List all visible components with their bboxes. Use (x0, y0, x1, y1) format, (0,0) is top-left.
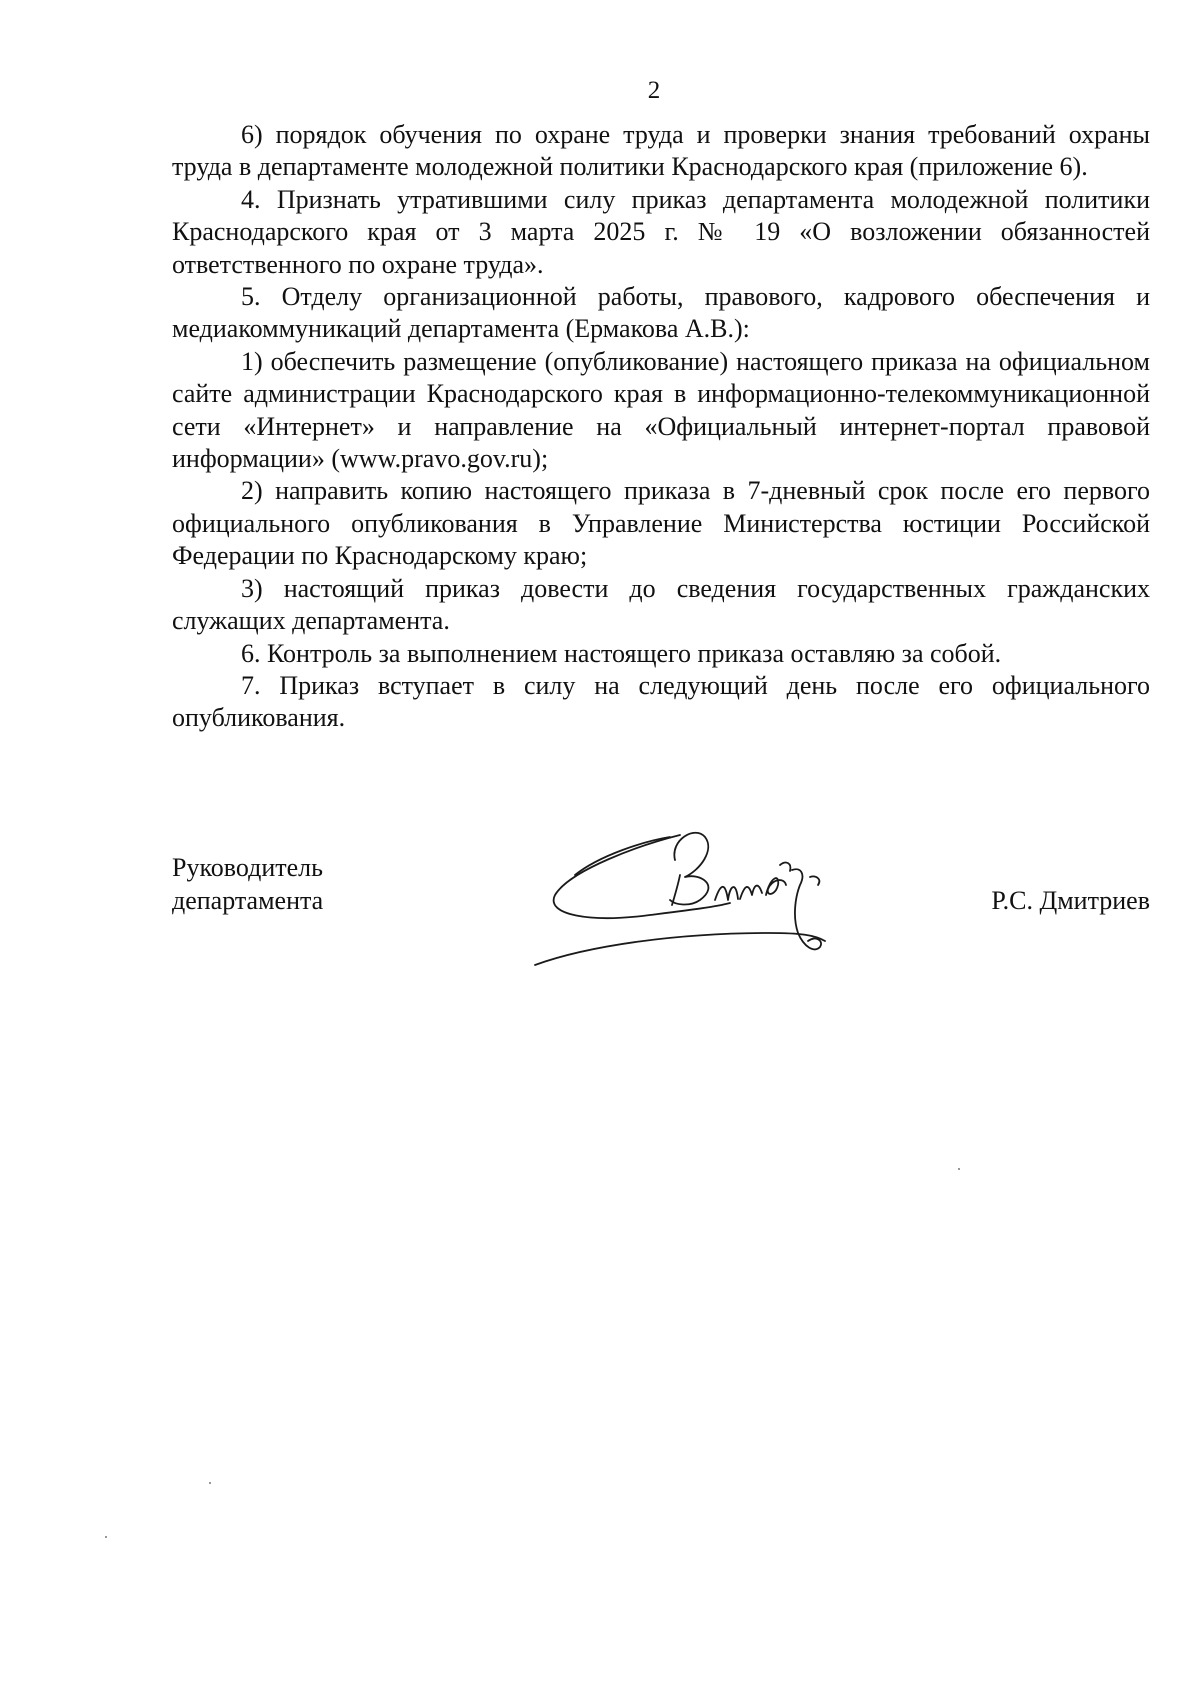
page-number: 2 (647, 77, 661, 104)
paragraph-item-6: 6) порядок обучения по охране труда и проверки знания требований охраны труда в департаменте молодежной политики Краснодарского края (приложение 6). (172, 120, 1150, 182)
signatory-title (172, 851, 323, 917)
signatory-name: Р.С. Дмитриев (991, 886, 1150, 915)
signatory-title-line1: Руководитель (172, 853, 323, 882)
signatory-title-line2: департамента (172, 886, 324, 915)
handwritten-signature (530, 815, 880, 970)
paragraph-clause-7: 7. Приказ вступает в силу на следующий день после его официального опубликования. (172, 670, 1150, 733)
scan-speck (105, 1536, 107, 1538)
paragraph-subitem-3: 3) настоящий приказ довести до сведения государственных гражданских служащих департамента. (172, 573, 1150, 636)
paragraph-subitem-1: 1) обеспечить размещение (опубликование) настоящего приказа на официальном сайте администрации Краснодарского края в информационно-телекоммуникационной сети «Интернет» и направление на «Официальный интернет-портал правовой информации» (www.pravo.gov.ru); (172, 346, 1150, 474)
paragraph-clause-6: 6. Контроль за выполнением настоящего приказа оставляю за собой. (241, 638, 1002, 668)
scan-speck (958, 1168, 960, 1170)
paragraph-clause-5: 5. Отделу организационной работы, правового, кадрового обеспечения и медиакоммуникаций департамента (Ермакова А.В.): (172, 282, 1150, 344)
paragraph-clause-4: 4. Признать утратившими силу приказ департамента молодежной политики Краснодарского края от 3 марта 2025 г. № 19 «О возложении обязанностей ответственного по охране труда». (172, 184, 1150, 279)
scan-speck (209, 1482, 211, 1484)
paragraph-subitem-2: 2) направить копию настоящего приказа в 7-дневный срок после его первого официального опубликования в Управление Министерства юстиции Российской Федерации по Краснодарскому краю; (172, 476, 1150, 571)
document-body (172, 119, 1150, 735)
